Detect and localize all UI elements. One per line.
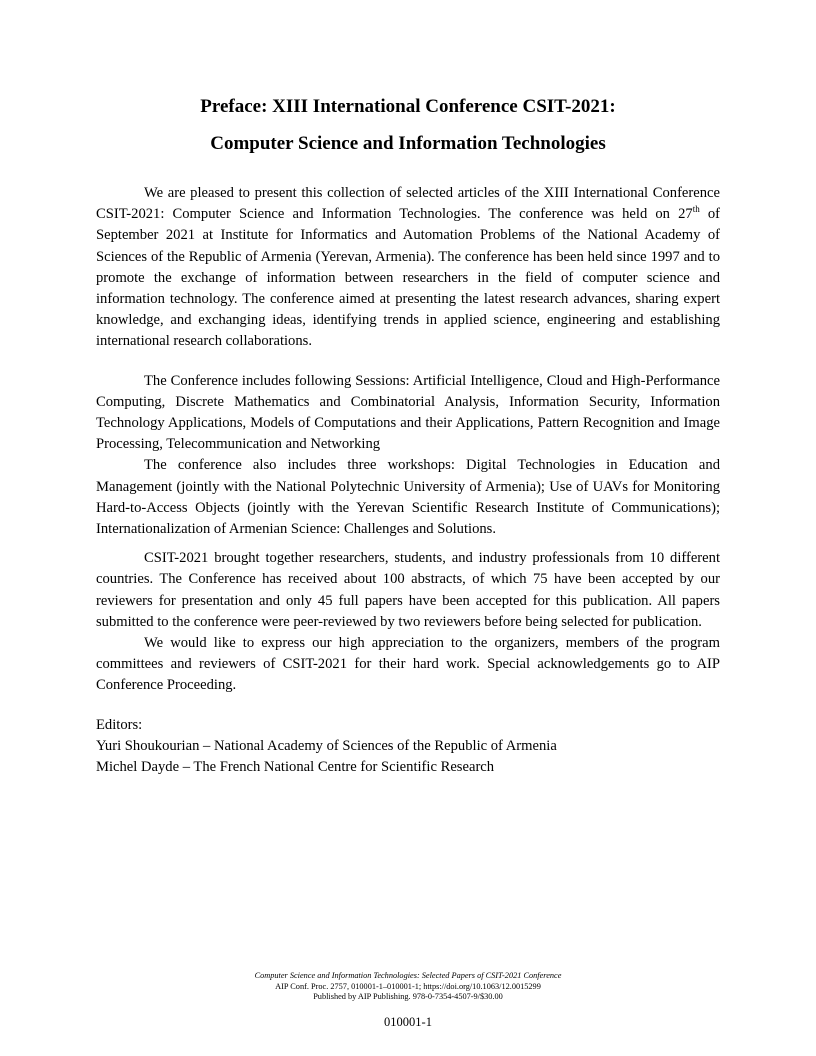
footer-proceedings-title: Computer Science and Information Technologies: Selected Papers of CSIT-2021 Conference: [254, 971, 562, 980]
paragraph-intro: [96, 183, 720, 353]
paragraph-sessions: The Conference includes following Sessions: Artificial Intelligence, Cloud and High-Performance Computing, Discrete Mathematics and Combinatorial Analysis, Information Security, Information Technology Applications, Models of Computations and their Applications, Pattern Recognition and Image Processing, Telecommunication and Networking: [96, 372, 720, 453]
paragraph-gap: [96, 353, 720, 371]
footer-publisher: Published by AIP Publishing. 978-0-7354-4507-9/$30.00: [313, 992, 503, 1001]
footer-citation: AIP Conf. Proc. 2757, 010001-1–010001-1; https://doi.org/10.1063/12.0015299: [275, 981, 541, 991]
ordinal-suffix: th: [692, 204, 700, 215]
paper-title-line1: Preface: XIII International Conference CSIT-2021:: [200, 96, 616, 117]
editor-2: Michel Dayde – The French National Centre for Scientific Research: [96, 759, 495, 776]
paragraph-acknowledgements: We would like to express our high appreciation to the organizers, members of the program committees and reviewers of CSIT-2021 for their hard work. Special acknowledgements go to AIP Conference Proceeding.: [96, 635, 720, 694]
preface-body: [96, 183, 720, 778]
paragraph-workshops: The conference also includes three workshops: Digital Technologies in Education and Management (jointly with the National Polytechnic University of Armenia); Use of UAVs for Monitoring Hard-to-Access Objects (jointly with the Yerevan Scientific Research Institute of Communications); Internationalization of Armenian Science: Challenges and Solutions.: [96, 457, 720, 538]
editors-label: Editors:: [96, 716, 143, 733]
editor-1: Yuri Shoukourian – National Academy of Sciences of the Republic of Armenia: [96, 737, 557, 754]
publication-footer: [0, 971, 816, 1003]
paragraph-intro-part1: We are pleased to present this collection of selected articles of the XIII International Conference CSIT-2021: Computer Science and Information Technologies. The conference was held on 27: [96, 185, 720, 223]
paragraph-gap: [96, 697, 720, 715]
paragraph-gap: [96, 540, 720, 548]
paragraph-intro-part2: of September 2021 at Institute for Informatics and Automation Problems of the National Academy of Sciences of the Republic of Armenia (Yerevan, Armenia). The conference has been held since 1997 and to promote the exchange of information between researchers in the field of computer science and information technology. The conference aimed at presenting the latest research advances, sharing expert knowledge, and exchanging ideas, identifying trends in applied science, engineering and establishing international research collaborations.: [96, 206, 720, 350]
page-number: 010001-1: [384, 1015, 432, 1029]
paragraph-statistics: CSIT-2021 brought together researchers, students, and industry professionals from 10 different countries. The Conference has received about 100 abstracts, of which 75 have been accepted by our reviewers for presentation and only 45 full papers have been accepted for this publication. All papers submitted to the conference were peer-reviewed by two reviewers before being selected for publication.: [96, 550, 720, 630]
paper-title-line2: Computer Science and Information Technologies: [210, 133, 606, 154]
